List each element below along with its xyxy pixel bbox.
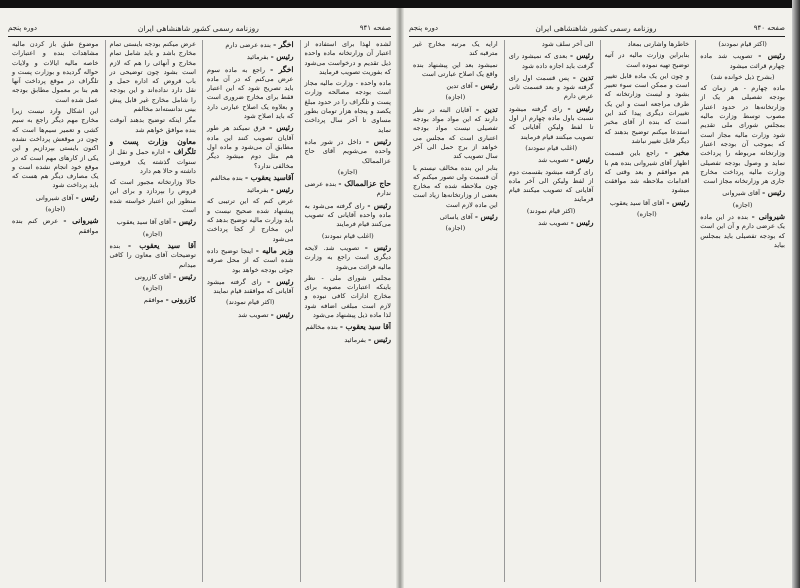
paragraph-text: خاطرها واشارتی بمعاد: [627, 40, 690, 48]
stage-note: (اجازه): [45, 205, 66, 214]
paragraph: [413, 61, 498, 80]
paragraph: [12, 216, 99, 236]
paragraph: [509, 168, 594, 205]
paragraph: [509, 218, 594, 228]
stage-note: (اغلب قیام نمودند): [321, 231, 374, 240]
text-column: [695, 40, 785, 582]
period-label: دوره پنجم: [409, 24, 439, 32]
paragraph-text: رای گرفته می‌شود به ماده واحده آقایانی که تصویب می‌کنند قیام فرمایند: [304, 201, 391, 229]
page-fold: [396, 8, 404, 588]
paragraph: [110, 272, 197, 282]
paragraph: [110, 241, 197, 270]
paragraph: [509, 40, 594, 49]
stage-note: (اکثر قیام نمودند): [226, 298, 275, 307]
right-page-header: [409, 22, 785, 37]
speaker-name: رئیس -: [758, 51, 785, 61]
paragraph-text: راجع باین قسمت اظهار آقای شیروانی بنده هم با هم موافقم و بعد وقتی که اقدامات ملاحظه شد موافقت میشود: [604, 149, 690, 195]
paragraph: [305, 201, 392, 230]
paragraph-text: تصویب شد ماده چهارم قرائت میشود: [700, 52, 785, 70]
paragraph-text: نمیشود بعد این پیشنهاد بنده واقع یک اصلاح عبارتی است: [413, 60, 498, 78]
speaker-name: مخبر -: [664, 148, 690, 158]
paragraph: [207, 197, 294, 243]
paragraph: [207, 185, 294, 195]
text-column: [600, 40, 690, 582]
stage-note: (بشرح ذیل خوانده شد): [710, 72, 775, 81]
paragraph: [305, 243, 392, 272]
paragraph: [110, 137, 197, 176]
paragraph-text: آقای تدین: [446, 82, 473, 91]
paragraph-text: فرق نمیکند هر طور آقایان تصویب کنند این ماده مطابق آن می‌شود و ماده اول هم مثل دوم میشود دیگر مخالفی ندارد؟: [207, 124, 294, 170]
stage-note: (اجازه): [142, 284, 163, 293]
paragraph: [207, 40, 294, 50]
stage-note: (اجازه): [637, 210, 657, 219]
stage-note: (اجازه): [337, 167, 358, 176]
stage-note: (اجازه): [445, 93, 466, 102]
paragraph-text: آقای آقا سید یعقوب: [609, 198, 665, 207]
paragraph-text: اداره حمل و نقل از سنوات گذشته یک قروضی داشته و حالا هم دارد: [109, 148, 196, 175]
paragraph-text: و چون این یک ماده قابل تغییر است و ممکن است سوء تعبیر بشود و لیست وزارتخانه که طرف مراجعه است و این یک تغییرات دیگری پیدا کند این است که بنده از آقای مخبر استدعا میکنم توضیح بدهند که دیگر قابل تغییر نباشد: [604, 71, 690, 145]
paragraph: [207, 246, 294, 275]
speaker-name: رئیس -: [474, 81, 498, 91]
paragraph-text: الی آخر سلف شود: [541, 40, 594, 48]
paragraph-text: ماده واحده - وزارت مالیه مجاز است بودجه مصالحه وزارت پست و تلگراف را در حدود مبلغ یکصد و پنجاه هزار تومان بطور مساوی تا آخر سال پرداخت نماید: [304, 79, 391, 134]
stage-note: (اجازه): [142, 229, 163, 238]
paragraph-text: تصویب شد: [538, 219, 569, 228]
paragraph-text: این اشکال وارد نیست زیرا مخارج مهم دیگر راجع به سیم کشی و تعمیر سیم‌ها است که چون در موقعش پرداخت نشده اکنون بایستی بپردازیم و این یکی از کارهای مهم است که در موقع خود انجام نشده است و یک مصارف دیگر هم هست که باید پرداخت شود: [12, 107, 99, 190]
paragraph: [207, 123, 294, 170]
left-page-header: [8, 22, 391, 37]
paragraph-text: بعدی که نمیشود رای گرفت باید اجازه داده شود: [508, 52, 594, 70]
paragraph: [305, 79, 392, 135]
paragraph-text: بنده عرضی ندارم: [304, 180, 391, 198]
paragraph: [12, 40, 99, 105]
speaker-name: رئیس -: [368, 334, 391, 344]
paragraph-text: ماده چهارم - هر زمان که بودجه تفصیلی هر یک از وزارتخانه‌ها در حدود اعتبار مصوب توسط وزارت مالیه بمجلس شورای ملی تقدیم شود وزارت مالیه مجاز است که بموجب آن بودجه اعتبار وزارتخانه مربوطه را پرداخت نماید و وصول بودجه تفصیلی وزارت مالیه پرداخت مخارج جاری هر وزارتخانه مجاز است: [700, 84, 785, 186]
text-column: [409, 40, 498, 582]
speaker-name: رئیس -: [762, 188, 785, 198]
speaker-name: شیروانی -: [63, 216, 99, 226]
gazette-title: روزنامه رسمی کشور شاهنشاهی ایران: [137, 23, 259, 33]
paragraph: [605, 40, 690, 49]
paragraph: [605, 51, 690, 70]
paragraph-text: آقای یاسائی: [439, 213, 473, 222]
speaker-name: حاج عزالممالک -: [338, 179, 391, 189]
paragraph-text: لشده لهذا برای استفاده از اعتبار آن وزارتخانه ماده واحده ذیل تقدیم و درخواست می‌شود که بفوریت تصویب فرمایند: [304, 40, 391, 76]
paragraph: [110, 116, 197, 135]
stage-note: (اکثر قیام نمودند): [718, 40, 767, 48]
text-column: [8, 40, 99, 582]
speaker-name: رئیس -: [364, 242, 391, 252]
speaker-name: آقاسید یعقوب -: [245, 172, 294, 182]
speaker-name: رئیس -: [75, 192, 99, 202]
paragraph-text: بفرمائید: [246, 186, 269, 195]
speaker-name: رئیس -: [567, 103, 594, 113]
paragraph: [207, 173, 294, 183]
paragraph-text: بنده مخالفم: [210, 173, 243, 182]
paragraph-text: داخل در شور ماده واحده می‌شویم آقای حاج عزالممالک: [304, 137, 391, 165]
paragraph: [12, 193, 99, 203]
speaker-name: رئیس -: [173, 217, 196, 227]
text-column: [202, 40, 294, 582]
scan-edge-shadow: [792, 0, 800, 588]
paragraph-text: بنابراین وزارت مالیه در آتیه توضیح تهیه نموده است: [604, 51, 690, 69]
speaker-name: رئیس -: [570, 218, 594, 228]
paragraph: [413, 81, 498, 91]
paragraph-text: تصویب شد: [538, 156, 569, 165]
paragraph-text: مجلس شورای ملی - نظر باینکه اعتبارات مصوبه برای مخارج ادارات کافی نبوده و لازم است مبلغی اضافه شود لذا ماده ذیل پیشنهاد می‌شود: [304, 273, 391, 320]
speaker-name: وزیر مالیه -: [255, 245, 294, 255]
paragraph: [509, 51, 594, 71]
paragraph: [207, 65, 294, 122]
paragraph-text: تصویب شد. لایحه دیگری است راجع به وزارت مالیه قرائت می‌شود: [304, 243, 391, 271]
speaker-name: رئیس -: [270, 52, 294, 62]
left-page-columns: [8, 40, 391, 582]
speaker-name: رئیس -: [474, 212, 498, 222]
left-page: [0, 8, 399, 588]
paragraph: [413, 105, 498, 162]
speaker-name: رئیس -: [365, 136, 391, 146]
speaker-name: رئیس -: [270, 309, 294, 319]
speaker-name: رئیس -: [569, 51, 594, 61]
paragraph: [413, 40, 498, 59]
paragraph-text: حالا وزارتخانه مجبور است که قروض را بپردازد و برای این منظور این اعتبار خواسته شده است: [109, 178, 196, 215]
paragraph-text: آقای آقا سید یعقوب: [116, 218, 171, 227]
paragraph-text: بفرمائید: [246, 53, 269, 62]
paragraph-text: موافقم: [143, 296, 164, 305]
paragraph: [413, 212, 498, 222]
paragraph-text: آقایان البته در نظر دارند که این مواد مواد بودجه تفصیلی نیست مواد بودجه اعتباری است که مجلس می خواهد از برج حمل الی آخر سال تصویب کند: [413, 105, 498, 161]
stage-note: (اجازه): [732, 200, 753, 209]
paragraph: [413, 164, 498, 210]
speaker-name: اخگر -: [273, 40, 294, 49]
speaker-name: آقا سید یعقوب -: [128, 240, 196, 250]
paragraph-text: بنده در این ماده یک عرضی دارم و آن این است که بودجه تفصیلی باید بمجلس بیاید: [700, 213, 785, 249]
speaker-name: کازرونی -: [165, 295, 196, 305]
paragraph-text: موضوع طبق باز کردن مالیه مشاهدات بنده و اعتبارات خاصه مالیه ایالات و ولایات حواله گردیده و بوزارت پست و تلگراف در موقع پرداخت آنها هم بنا بر معمول مطابق بودجه عمل شده است: [12, 40, 99, 104]
paragraph: [509, 104, 594, 142]
speaker-name: رئیس -: [666, 197, 690, 207]
paragraph: [110, 178, 197, 215]
paragraph-text: بنده مخالفم: [305, 323, 338, 332]
paragraph: [110, 217, 197, 227]
paragraph: [305, 137, 392, 166]
gazette-title: روزنامه رسمی کشور شاهنشاهی ایران: [535, 23, 657, 33]
paragraph-text: تصویب شد: [238, 310, 269, 319]
paragraph-text: عرض کنم بنده موافقم: [12, 217, 99, 235]
paragraph-text: رای گرفته میشود نسبت باول ماده چهارم از اول تا لفظ ولیکن آقایانی که تصویب میکنند قیام فرمایند: [508, 104, 594, 141]
speaker-name: رئیس -: [173, 271, 196, 281]
paragraph-text: آقای شیروانی: [722, 189, 760, 198]
paragraph-text: آقای کازرونی: [134, 272, 171, 281]
speaker-name: رئیس -: [367, 200, 391, 210]
paragraph: [509, 155, 594, 165]
paragraph-text: بنده عرضی دارم: [225, 41, 271, 49]
paragraph-text: پس قسمت اول رای گرفته شود و بعد قسمت ثانی عرض دارم: [508, 73, 594, 101]
paragraph: [305, 40, 392, 77]
speaker-name: شیروانی -: [751, 212, 785, 222]
right-page: [401, 8, 793, 588]
period-label: دوره پنجم: [8, 24, 38, 32]
text-column: [504, 40, 594, 582]
speaker-name: رئیس -: [570, 155, 594, 165]
paragraph-text: رای گرفته میشود بقسمت دوم از لفظ ولیکن الی آخر ماده آقایانی که تصویب میکنند قیام فرمایند: [508, 167, 594, 204]
paragraph: [207, 52, 294, 62]
paragraph-text: عرض کنم که این ترتیبی که پیشنهاد شده صحیح نیست و باید وزارت مالیه توضیح بدهد که این مخارج از کجا پرداخت می‌شود: [207, 197, 294, 243]
paragraph: [509, 73, 594, 102]
page-number: صفحه ۹۴۱: [359, 24, 391, 32]
paragraph: [605, 198, 690, 208]
speaker-name: آقا سید یعقوب -: [339, 322, 391, 332]
paragraph: [12, 107, 99, 191]
text-column: [105, 40, 197, 582]
paragraph: [305, 335, 392, 345]
paragraph: [700, 51, 785, 71]
paragraph: [110, 295, 197, 305]
paragraph-text: راجع به ماده سوم عرض می‌کنم که در آن ماده باید تصریح شود که این اعتبار فقط برای مخارج ضروری است و بعلاوه یک اصلاح عبارتی دارد که باید اصلاح شود: [207, 65, 294, 121]
paragraph: [207, 310, 294, 320]
stage-note: (اغلب قیام نمودند): [525, 143, 578, 152]
paragraph: [207, 277, 294, 297]
paragraph-text: بفرمائید: [344, 335, 366, 344]
paragraph: [700, 212, 785, 250]
paragraph: [305, 322, 392, 332]
stage-note: (اکثر قیام نمودند): [526, 206, 576, 215]
speaker-name: رئیس -: [269, 123, 294, 133]
paragraph-text: بنده توضیحات آقای معاون را کافی میدانم: [109, 241, 196, 269]
paragraph: [305, 179, 392, 199]
paragraph: [605, 148, 690, 195]
speaker-name: تدین -: [572, 72, 594, 82]
paragraph-text: مگر اینکه توضیح بدهند آنوقت بنده موافق خواهم شد: [109, 116, 196, 134]
paragraph: [110, 40, 197, 114]
paragraph-text: عرض میکنم بودجه بایستی تمام مخارج باشد و باید شامل تمام مخارج و آنهائی را هم که لازم است بشود چون توضیحی در باب قروض که اداره حمل و نقل دارد نداده‌اند و این بودجه را شامل مخارج غیر قابل پیش بینی ندانسته‌اند مخالفم: [109, 40, 196, 114]
paragraph-text: اینجا توضیح داده شده است که از محل صرفه جوئی بودجه خواهد بود: [207, 246, 294, 274]
paragraph: [605, 72, 690, 146]
page-number: صفحه ۹۴۰: [753, 24, 785, 32]
paragraph: [305, 274, 392, 320]
paragraph-text: رای گرفته میشود آقایانی که موافقند قیام نمایند: [207, 277, 294, 296]
speaker-name: رئیس -: [267, 276, 294, 286]
paragraph-text: ارایه یک مرتبه مخارج غیر مترقبه کند: [413, 40, 498, 58]
stage-note: (اجازه): [445, 224, 466, 233]
speaker-name: اخگر -: [270, 64, 294, 74]
text-column: [300, 40, 392, 582]
right-page-columns: [409, 40, 785, 582]
paragraph: [700, 84, 785, 186]
speaker-name: رئیس -: [270, 185, 294, 195]
speaker-name: معاون وزارت پست و تلگراف -: [109, 136, 196, 157]
paragraph-text: آقای شیروانی: [35, 193, 74, 202]
speaker-name: تدین -: [475, 104, 498, 114]
paragraph: [700, 188, 785, 198]
paragraph-text: بنابر این بنده مخالف نیستم با آن قسمت ولی تصور میکنم که چون ملاحظه شده که مخارج بعضی از وزارتخانه‌ها زیاد است این ماده لازم است: [413, 163, 498, 209]
